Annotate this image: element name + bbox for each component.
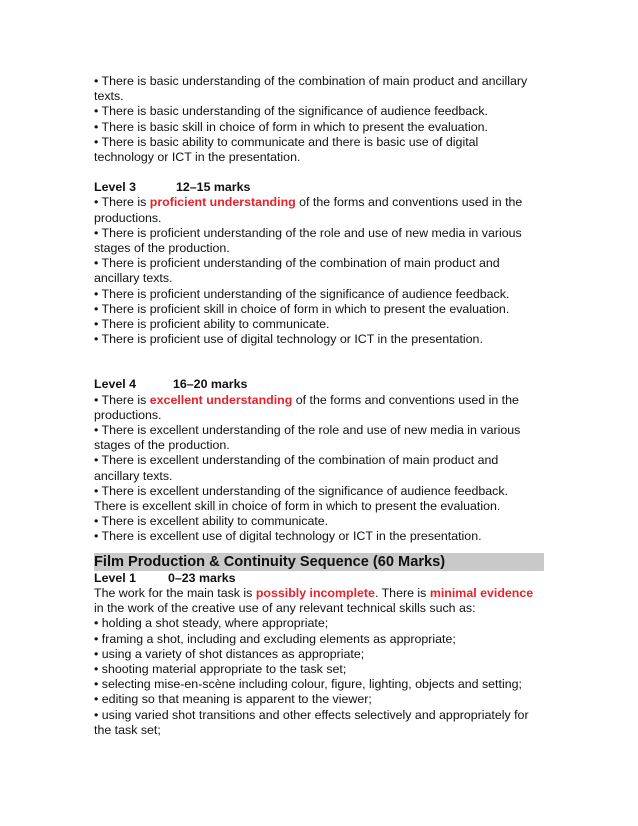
highlight-text: possibly incomplete xyxy=(255,585,375,600)
text-line: productions. xyxy=(94,407,162,422)
text-line: • There is excellent understanding of the significance of audience feedback. xyxy=(94,483,508,498)
level-1-heading xyxy=(94,571,554,586)
text-line: • There is basic skill in choice of form in which to present the evaluation. xyxy=(94,119,488,134)
level-4-heading xyxy=(94,377,554,392)
text-fragment: . There is xyxy=(374,585,430,600)
level-label: Level 1 xyxy=(94,570,137,585)
highlight-text: excellent understanding xyxy=(149,392,293,407)
text-line: the task set; xyxy=(94,722,161,737)
level-label: Level 4 xyxy=(94,377,137,392)
intro-bullets xyxy=(94,74,554,165)
text-line: ancillary texts. xyxy=(94,468,173,483)
text-line: • There is proficient understanding of the combination of main product and xyxy=(94,256,500,271)
level-4-section xyxy=(94,377,554,544)
marks-label: 0–23 marks xyxy=(168,570,236,585)
text-line: • selecting mise-en-scène including colour, figure, lighting, objects and setting; xyxy=(94,677,522,692)
text-line: • There is proficient skill in choice of form in which to present the evaluation. xyxy=(94,301,510,316)
text-line: • using varied shot transitions and other effects selectively and appropriately for xyxy=(94,707,529,722)
level-label: Level 3 xyxy=(94,180,137,195)
text-line: • shooting material appropriate to the task set; xyxy=(94,661,347,676)
section-title: Film Production & Continuity Sequence (60 Marks) xyxy=(94,553,544,571)
text-line: stages of the production. xyxy=(94,438,230,453)
text-line xyxy=(94,393,554,408)
text-line: in the work of the creative use of any relevant technical skills such as: xyxy=(94,601,476,616)
document-page xyxy=(94,74,554,738)
text-line xyxy=(94,195,554,210)
marks-label: 16–20 marks xyxy=(173,377,248,392)
text-line: • There is proficient understanding of the significance of audience feedback. xyxy=(94,286,510,301)
text-fragment: of the forms and conventions used in the xyxy=(292,392,519,407)
text-fragment: • There is xyxy=(94,392,150,407)
text-line: • There is basic ability to communicate and there is basic use of digital xyxy=(94,134,479,149)
marks-label: 12–15 marks xyxy=(176,180,251,195)
text-line: stages of the production. xyxy=(94,241,230,256)
text-line: productions. xyxy=(94,210,162,225)
film-production-section xyxy=(94,553,554,738)
text-line: There is excellent skill in choice of form in which to present the evaluation. xyxy=(94,499,501,514)
text-line: • There is proficient understanding of the role and use of new media in various xyxy=(94,225,522,240)
text-line: • There is excellent use of digital technology or ICT in the presentation. xyxy=(94,529,482,544)
text-fragment: • There is xyxy=(94,195,150,210)
text-line: • framing a shot, including and excluding elements as appropriate; xyxy=(94,631,456,646)
highlight-text: proficient understanding xyxy=(149,195,296,210)
text-line: • using a variety of shot distances as appropriate; xyxy=(94,646,365,661)
text-line: • There is basic understanding of the significance of audience feedback. xyxy=(94,104,488,119)
text-line: • There is basic understanding of the combination of main product and ancillary xyxy=(94,74,528,88)
text-line: • There is excellent ability to communicate. xyxy=(94,514,329,529)
level-3-heading xyxy=(94,180,554,195)
text-line xyxy=(94,586,554,601)
text-fragment: of the forms and conventions used in the xyxy=(295,195,523,210)
level-3-section xyxy=(94,180,554,347)
text-line: ancillary texts. xyxy=(94,271,173,286)
text-fragment: The work for the main task is xyxy=(94,585,256,600)
text-line: texts. xyxy=(94,89,124,104)
text-line: • There is excellent understanding of the role and use of new media in various xyxy=(94,423,521,438)
highlight-text: minimal evidence xyxy=(429,585,534,600)
text-line: • There is proficient use of digital technology or ICT in the presentation. xyxy=(94,332,483,347)
text-line: • holding a shot steady, where appropriate; xyxy=(94,616,329,631)
text-line: • There is excellent understanding of the combination of main product and xyxy=(94,453,499,468)
text-line: • editing so that meaning is apparent to the viewer; xyxy=(94,692,372,707)
text-line: • There is proficient ability to communicate. xyxy=(94,317,330,332)
text-line: technology or ICT in the presentation. xyxy=(94,150,301,165)
